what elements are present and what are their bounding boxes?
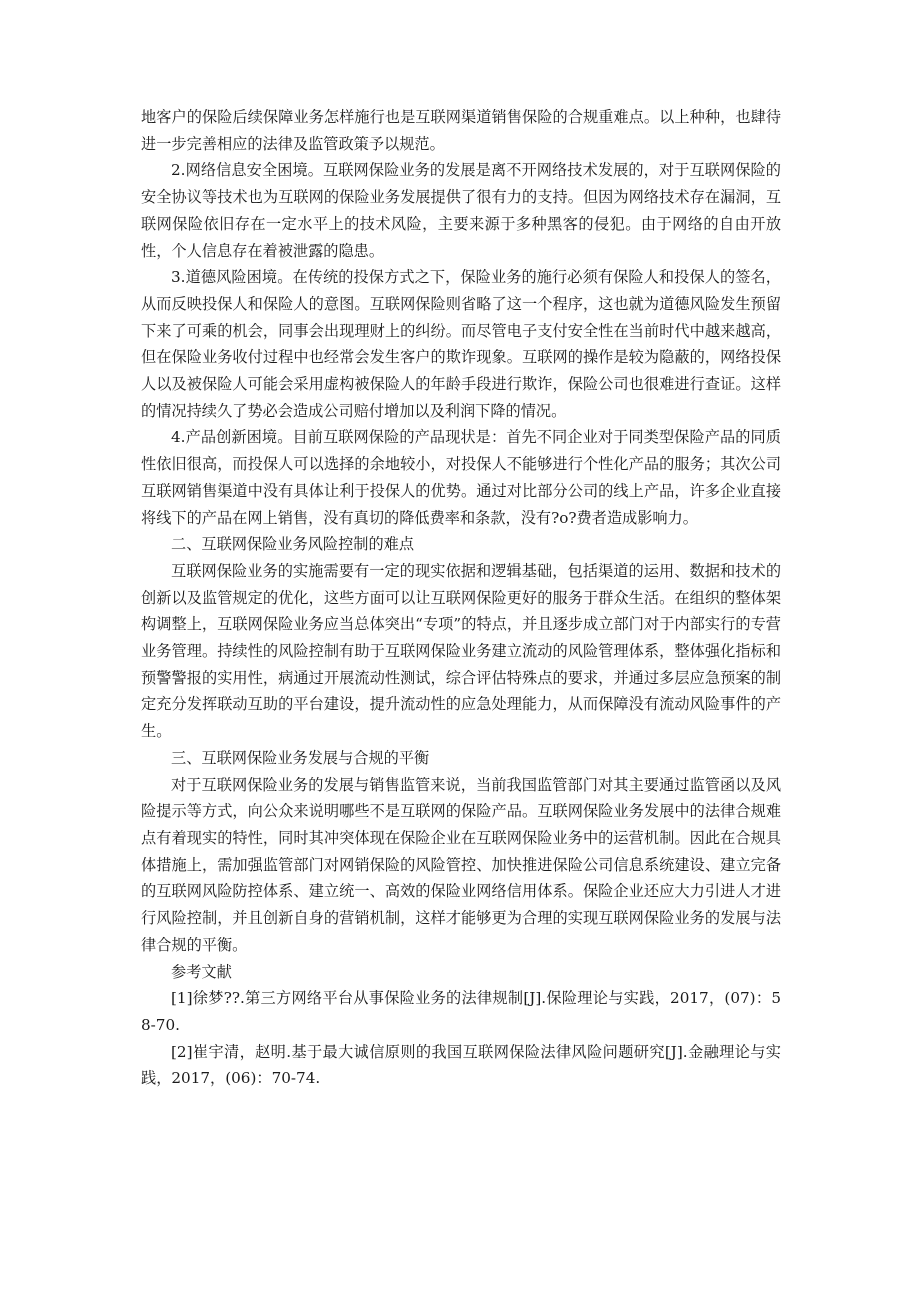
paragraph-network-security: 2.网络信息安全困境。互联网保险业务的发展是离不开网络技术发展的，对于互联网保险的安全协议等技术也为互联网的保险业务发展提供了很有力的支持。但因为网络技术存在漏洞，互联网保险依旧存在一定水平上的技术风险，主要来源于多种黑客的侵犯。由于网络的自由开放性，个人信息存在着被泄露的隐患。 xyxy=(141,161,781,260)
section-heading-balance: 三、互联网保险业务发展与合规的平衡 xyxy=(171,748,430,767)
references-heading: 参考文献 xyxy=(171,962,232,981)
paragraph-continuation: 地客户的保险后续保障业务怎样施行也是互联网渠道销售保险的合规重难点。以上种种，也肆待进一步完善相应的法律及监管政策予以规范。 xyxy=(141,108,781,153)
reference-item-2: [2]崔宇清，赵明.基于最大诚信原则的我国互联网保险法律风险问题研究[J].金融理论与实践，2017，(06)：70-74. xyxy=(141,1042,781,1088)
paragraph-moral-risk: 3.道德风险困境。在传统的投保方式之下，保险业务的施行必须有保险人和投保人的签名，从而反映投保人和保险人的意图。互联网保险则省略了这一个程序，这也就为道德风险发生预留下来了可乘的机会，同事会出现理财上的纠纷。而尽管电子支付安全性在当前时代中越来越高，但在保险业务收付过程中也经常会发生客户的欺诈现象。互联网的操作是较为隐蔽的，网络投保人以及被保险人可能会采用虚构被保险人的年龄手段进行欺诈，保险公司也很难进行查证。这样的情况持续久了势必会造成公司赔付增加以及利润下降的情况。 xyxy=(141,268,781,420)
section-heading-risk-control: 二、互联网保险业务风险控制的难点 xyxy=(171,535,414,554)
paragraph-product-innovation: 4.产品创新困境。目前互联网保险的产品现状是：首先不同企业对于同类型保险产品的同质性依旧很高，而投保人可以选择的余地较小，对投保人不能够进行个性化产品的服务；其次公司互联网销售渠道中没有具体让利于投保人的优势。通过对比部分公司的线上产品，许多企业直接将线下的产品在网上销售，没有真切的降低费率和条款，没有?o?费者造成影响力。 xyxy=(141,428,781,527)
paragraph-risk-control: 互联网保险业务的实施需要有一定的现实依据和逻辑基础，包括渠道的运用、数据和技术的创新以及监管规定的优化，这些方面可以让互联网保险更好的服务于群众生活。在组织的整体架构调整上，互联网保险业务应当总体突出“专项”的特点，并且逐步成立部门对于内部实行的专营业务管理。持续性的风险控制有助于互联网保险业务建立流动的风险管理体系，整体强化指标和预警警报的实用性，病通过开展流动性测试，综合评估特殊点的要求，并通过多层应急预案的制定充分发挥联动互助的平台建设，提升流动性的应急处理能力，从而保障没有流动风险事件的产生。 xyxy=(141,561,781,741)
reference-item-1: [1]徐梦??.第三方网络平台从事保险业务的法律规制[J].保险理论与实践，2017，(07)：58-70. xyxy=(141,989,781,1034)
paragraph-balance: 对于互联网保险业务的发展与销售监管来说，当前我国监管部门对其主要通过监管函以及风险提示等方式，向公众来说明哪些不是互联网的保险产品。互联网保险业务发展中的法律合规难点有着现实的特性，同时其冲突体现在保险企业在互联网保险业务中的运营机制。因此在合规具体措施上，需加强监管部门对网销保险的风险管控、加快推进保险公司信息系统建设、建立完备的互联网风险防控体系、建立统一、高效的保险业网络信用体系。保险企业还应大力引进人才进行风险控制，并且创新自身的营销机制，这样才能够更为合理的实现互联网保险业务的发展与法律合规的平衡。 xyxy=(141,775,781,954)
document-body xyxy=(141,104,781,1092)
